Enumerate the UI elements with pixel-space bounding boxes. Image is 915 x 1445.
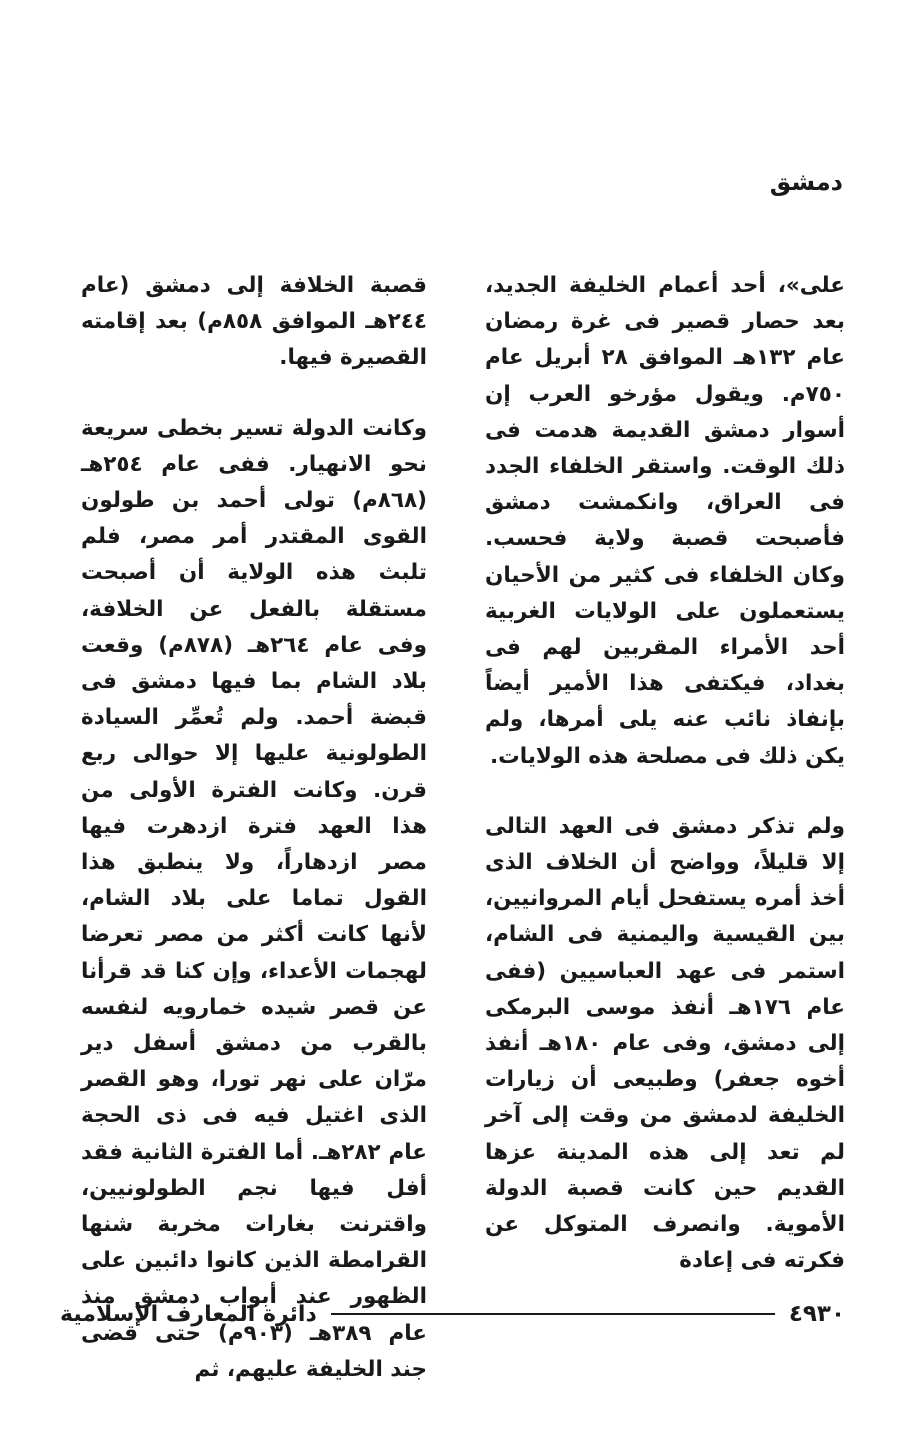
page-footer bbox=[60, 1296, 845, 1332]
right-text-column bbox=[485, 268, 845, 1279]
footer-divider bbox=[331, 1313, 775, 1315]
paragraph-spacer bbox=[81, 377, 427, 411]
page-number: ٤٩٣٠ bbox=[788, 1301, 845, 1327]
page-header-title: دمشق bbox=[769, 168, 843, 196]
left-text-column bbox=[81, 268, 427, 1388]
footer-title: دائرة المعارف الإسلامية bbox=[60, 1301, 317, 1327]
paragraph: قصبة الخلافة إلى دمشق (عام ٢٤٤هـ الموافق ٨٥٨م) بعد إقامته القصيرة فيها. bbox=[81, 273, 427, 371]
paragraph: على»، أحد أعمام الخليفة الجديد، بعد حصار قصير فى غرة رمضان عام ١٣٢هـ الموافق ٢٨ أبريل عام ٧٥٠م. ويقول مؤرخو العرب إن أسوار دمشق القديمة هدمت فى ذلك الوقت. واستقر الخلفاء الجدد فى العراق، وانكمشت دمشق فأصبحت قصبة ولاية فحسب. وكان الخلفاء فى كثير من الأحيان يستعملون على الولايات الغربية أحد الأمراء المقربين لهم فى بغداد، فيكتفى هذا الأمير أيضاً بإنفاذ نائب عنه يلى أمرها، ولم يكن ذلك فى مصلحة هذه الولايات. bbox=[485, 273, 845, 769]
paragraph-spacer bbox=[485, 775, 845, 809]
paragraph: وكانت الدولة تسير بخطى سريعة نحو الانهيار. ففى عام ٢٥٤هـ (٨٦٨م) تولى أحمد بن طولون القوى المقتدر أمر مصر، فلم تلبث هذه الولاية أن أصبحت مستقلة بالفعل عن الخلافة، وفى عام ٢٦٤هـ (٨٧٨م) وقعت بلاد الشام بما فيها دمشق فى قبضة أحمد. ولم تُعمِّر السيادة الطولونية عليها إلا حوالى ربع قرن. وكانت الفترة الأولى من هذا العهد فترة ازدهرت فيها مصر ازدهاراً، ولا ينطبق هذا القول تماما على بلاد الشام، لأنها كانت أكثر من مصر تعرضا لهجمات الأعداء، وإن كنا قد قرأنا عن قصر شيده خمارويه لنفسه بالقرب من دمشق أسفل دير مرّان على نهر تورا، وهو القصر الذى اغتيل فيه فى ذى الحجة عام ٢٨٢هـ. أما الفترة الثانية فقد أفل فيها نجم الطولونيين، واقترنت بغارات مخربة شنها القرامطة الذين كانوا دائبين على الظهور عند أبواب دمشق منذ عام ٣٨٩هـ (٩٠٣م) حتى قضى جند الخليفة عليهم، ثم bbox=[81, 415, 428, 1382]
paragraph: ولم تذكر دمشق فى العهد التالى إلا قليلاً، وواضح أن الخلاف الذى أخذ أمره يستفحل أيام المروانيين، بين القيسية واليمنية فى الشام، استمر فى عهد العباسيين (ففى عام ١٧٦هـ أنفذ موسى البرمكى إلى دمشق، وفى عام ١٨٠هـ أنفذ أخوه جعفر) وطبيعى أن زيارات الخليفة لدمشق من وقت إلى آخر لم تعد إلى هذه المدينة عزها القديم حين كانت قصبة الدولة الأموية. وانصرف المتوكل عن فكرته فى إعادة bbox=[485, 813, 846, 1274]
